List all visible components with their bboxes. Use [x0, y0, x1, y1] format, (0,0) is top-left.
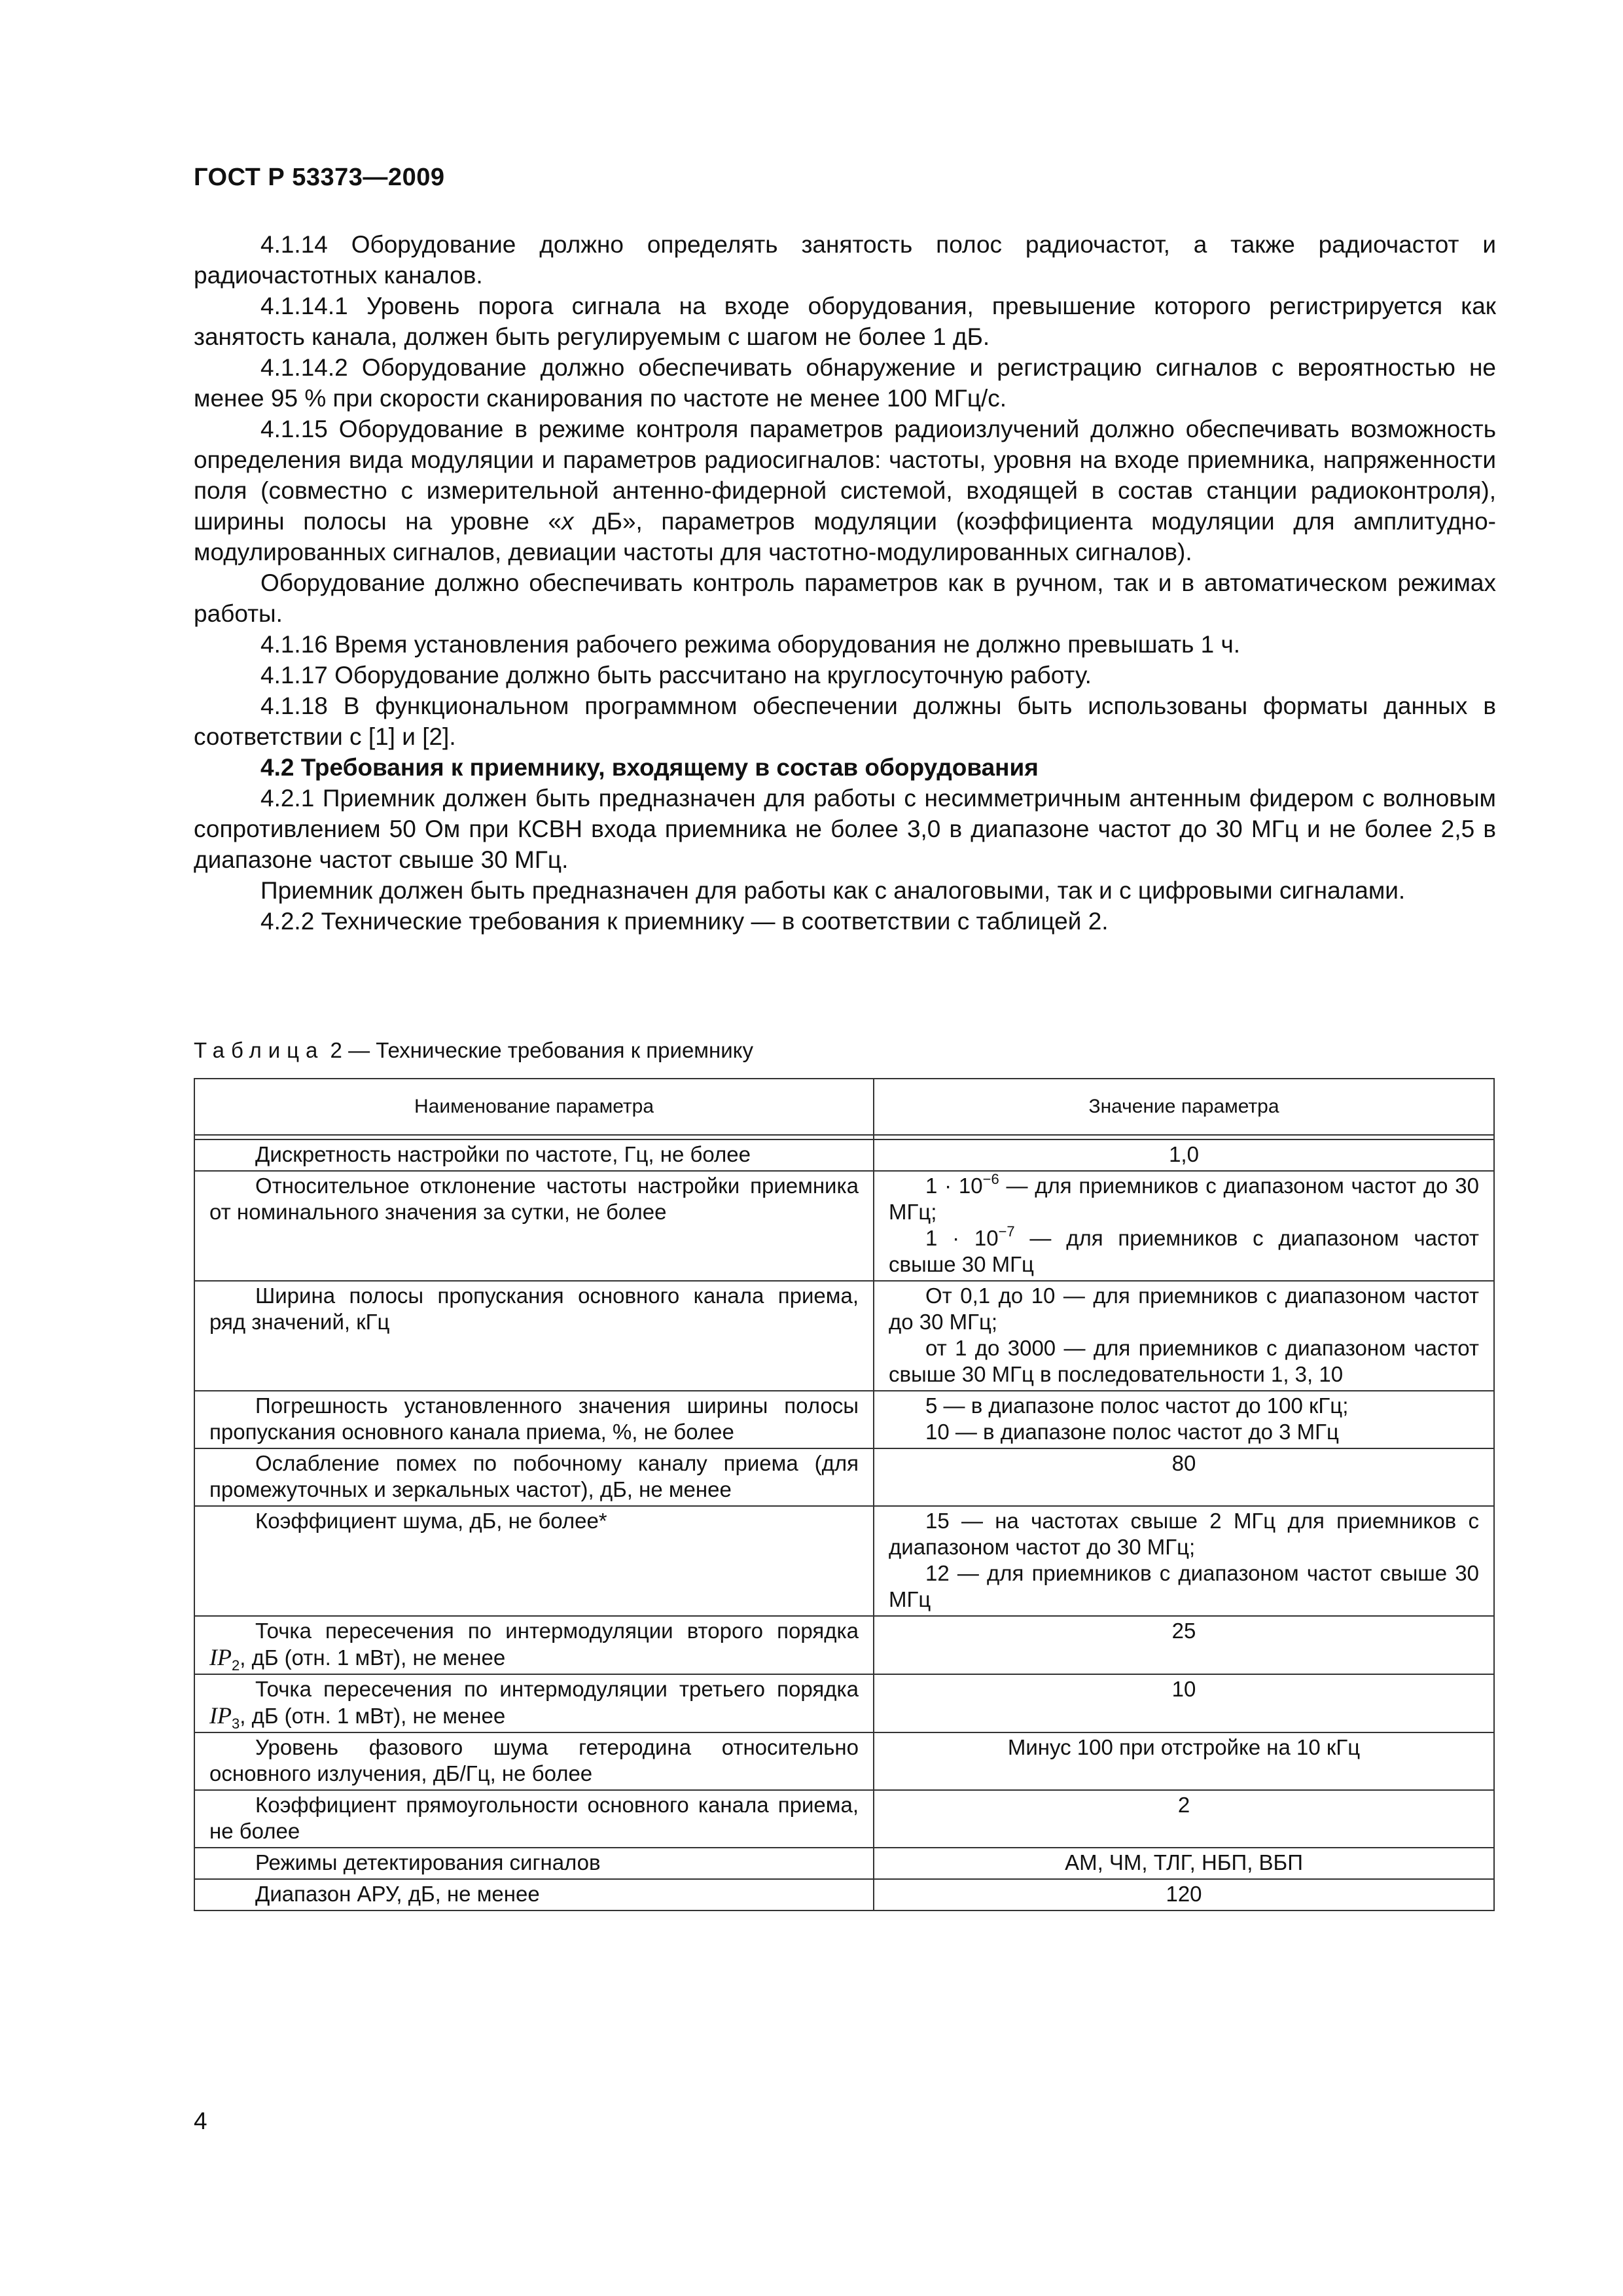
param-cell: Уровень фазового шума гетеродина относительно основного излучения, дБ/Гц, не более [194, 1732, 874, 1790]
paragraph-text: дБ», параметров модуляции (коэффициента модуляции для амплитудно-модулированных сигналов, девиации частоты для частотно-модулированных сигналов). [194, 508, 1496, 565]
document-body [194, 229, 1496, 937]
table-row [194, 1391, 1494, 1448]
value-cell: 25 [874, 1616, 1494, 1674]
param-cell: Дискретность настройки по частоте, Гц, не более [194, 1139, 874, 1171]
paragraph: 4.1.14.2 Оборудование должно обеспечивать обнаружение и регистрацию сигналов с вероятностью не менее 95 % при скорости сканирования по частоте не менее 100 МГц/с. [194, 354, 1496, 412]
table-row [194, 1506, 1494, 1616]
value-line: От 0,1 до 10 — для приемников с диапазоном частот до 30 МГц; [889, 1283, 1479, 1334]
section-heading: 4.2 Требования к приемнику, входящему в состав оборудования [260, 754, 1039, 781]
table-row [194, 1616, 1494, 1674]
param-cell: Коэффициент прямоугольности основного канала приема, не более [194, 1790, 874, 1848]
page-number: 4 [194, 2108, 207, 2134]
table-row [194, 1879, 1494, 1910]
param-text: Точка пересечения по интермодуляции второго порядка [255, 1619, 859, 1643]
exponent: −6 [982, 1171, 999, 1187]
paragraph: 4.1.16 Время установления рабочего режима оборудования не должно превышать 1 ч. [260, 631, 1241, 658]
value-cell: 120 [874, 1879, 1494, 1910]
paragraph: 4.1.17 Оборудование должно быть рассчитано на круглосуточную работу. [260, 662, 1092, 689]
subscript: 2 [231, 1657, 240, 1674]
value-line: 12 — для приемников с диапазоном частот свыше 30 МГц [889, 1561, 1479, 1611]
ip-symbol: IP [209, 1702, 232, 1729]
param-cell: Режимы детектирования сигналов [194, 1848, 874, 1879]
table-row [194, 1139, 1494, 1171]
value-cell: 10 [874, 1674, 1494, 1732]
param-cell: Относительное отклонение частоты настройки приемника от номинального значения за сутки, не более [194, 1171, 874, 1281]
document-header: ГОСТ Р 53373—2009 [194, 164, 445, 191]
exponent: −7 [998, 1223, 1015, 1240]
paragraph: 4.1.18 В функциональном программном обеспечении должны быть использованы форматы данных в соответствии с [1] и [2]. [194, 692, 1496, 750]
value-line: 10 — в диапазоне полос частот до 3 МГц [925, 1420, 1339, 1444]
value-cell [874, 1506, 1494, 1616]
value-cell: Минус 100 при отстройке на 10 кГц [874, 1732, 1494, 1790]
value-text: — для приемников с диапазоном частот свыше 30 МГц [889, 1226, 1479, 1276]
value-text: 1 · 10 [925, 1226, 999, 1250]
column-header: Значение параметра [874, 1079, 1494, 1135]
param-cell: Коэффициент шума, дБ, не более* [194, 1506, 874, 1616]
param-text: , дБ (отн. 1 мВт), не менее [240, 1704, 506, 1728]
value-line [889, 1225, 1479, 1278]
paragraph: 4.1.14 Оборудование должно определять занятость полос радиочастот, а также радиочастот и радиочастотных каналов. [194, 231, 1496, 289]
param-cell: Ширина полосы пропускания основного канала приема, ряд значений, кГц [194, 1281, 874, 1391]
param-text: , дБ (отн. 1 мВт), не менее [240, 1645, 506, 1670]
value-cell [874, 1171, 1494, 1281]
value-cell: 2 [874, 1790, 1494, 1848]
paragraph: 4.2.1 Приемник должен быть предназначен для работы с несимметричным антенным фидером с волновым сопротивлением 50 Ом при КСВН входа приемника не более 3,0 в диапазоне частот до 30 МГц и не более 2,5 в диапазоне частот свыше 30 МГц. [194, 785, 1496, 873]
param-cell [194, 1674, 874, 1732]
table-row [194, 1171, 1494, 1281]
value-cell [874, 1391, 1494, 1448]
value-cell: 1,0 [874, 1139, 1494, 1171]
value-cell: АМ, ЧМ, ТЛГ, НБП, ВБП [874, 1848, 1494, 1879]
paragraph: 4.2.2 Технические требования к приемнику — в соответствии с таблицей 2. [260, 908, 1109, 935]
param-text: Точка пересечения по интермодуляции третьего порядка [255, 1677, 859, 1701]
param-cell [194, 1616, 874, 1674]
column-header: Наименование параметра [194, 1079, 874, 1135]
paragraph-text: 4.1.15 Оборудование в режиме контроля параметров радиоизлучений должно обеспечивать возможность определения вида модуляции и параметров радиосигналов: частоты, уровня на входе приемника, напряженности поля (совместно с измерительной антенно-фидерной системой, входящей в состав станции радиоконтроля), ширины полосы на уровне « [194, 416, 1496, 535]
table-row [194, 1790, 1494, 1848]
param-cell: Ослабление помех по побочному каналу приема (для промежуточных и зеркальных частот), дБ, не менее [194, 1448, 874, 1506]
value-cell [874, 1281, 1494, 1391]
paragraph: Приемник должен быть предназначен для работы как с аналоговыми, так и с цифровыми сигналами. [260, 877, 1406, 904]
paragraph: Оборудование должно обеспечивать контроль параметров как в ручном, так и в автоматическом режимах работы. [194, 569, 1496, 627]
value-line: 15 — на частотах свыше 2 МГц для приемников с диапазоном частот до 30 МГц; [889, 1509, 1479, 1559]
table-row [194, 1674, 1494, 1732]
table-row [194, 1848, 1494, 1879]
table-row [194, 1448, 1494, 1506]
table-header-row [194, 1079, 1494, 1135]
value-text: 1 · 10 [925, 1174, 983, 1198]
table-row [194, 1732, 1494, 1790]
paragraph: 4.1.14.1 Уровень порога сигнала на входе оборудования, превышение которого регистрируется как занятость канала, должен быть регулируемым с шагом не более 1 дБ. [194, 293, 1496, 350]
table-caption [194, 1037, 753, 1064]
value-text: — для приемников с диапазоном частот до 30 МГц; [889, 1174, 1479, 1224]
header-separator [194, 1135, 1494, 1139]
value-line [889, 1173, 1479, 1225]
table-row [194, 1281, 1494, 1391]
variable-x: x [562, 508, 574, 535]
param-cell: Погрешность установленного значения ширины полосы пропускания основного канала приема, %, не более [194, 1391, 874, 1448]
subscript: 3 [231, 1715, 240, 1732]
value-cell: 80 [874, 1448, 1494, 1506]
value-line: 5 — в диапазоне полос частот до 100 кГц; [925, 1393, 1349, 1418]
table-caption-text: 2 — Технические требования к приемнику [324, 1038, 753, 1062]
paragraph [194, 414, 1496, 567]
ip-symbol: IP [209, 1644, 232, 1670]
table-caption-word: Таблица [194, 1038, 325, 1062]
param-cell: Диапазон АРУ, дБ, не менее [194, 1879, 874, 1910]
requirements-table [194, 1078, 1495, 1911]
value-line: от 1 до 3000 — для приемников с диапазоном частот свыше 30 МГц в последовательности 1, 3, 10 [889, 1336, 1479, 1386]
